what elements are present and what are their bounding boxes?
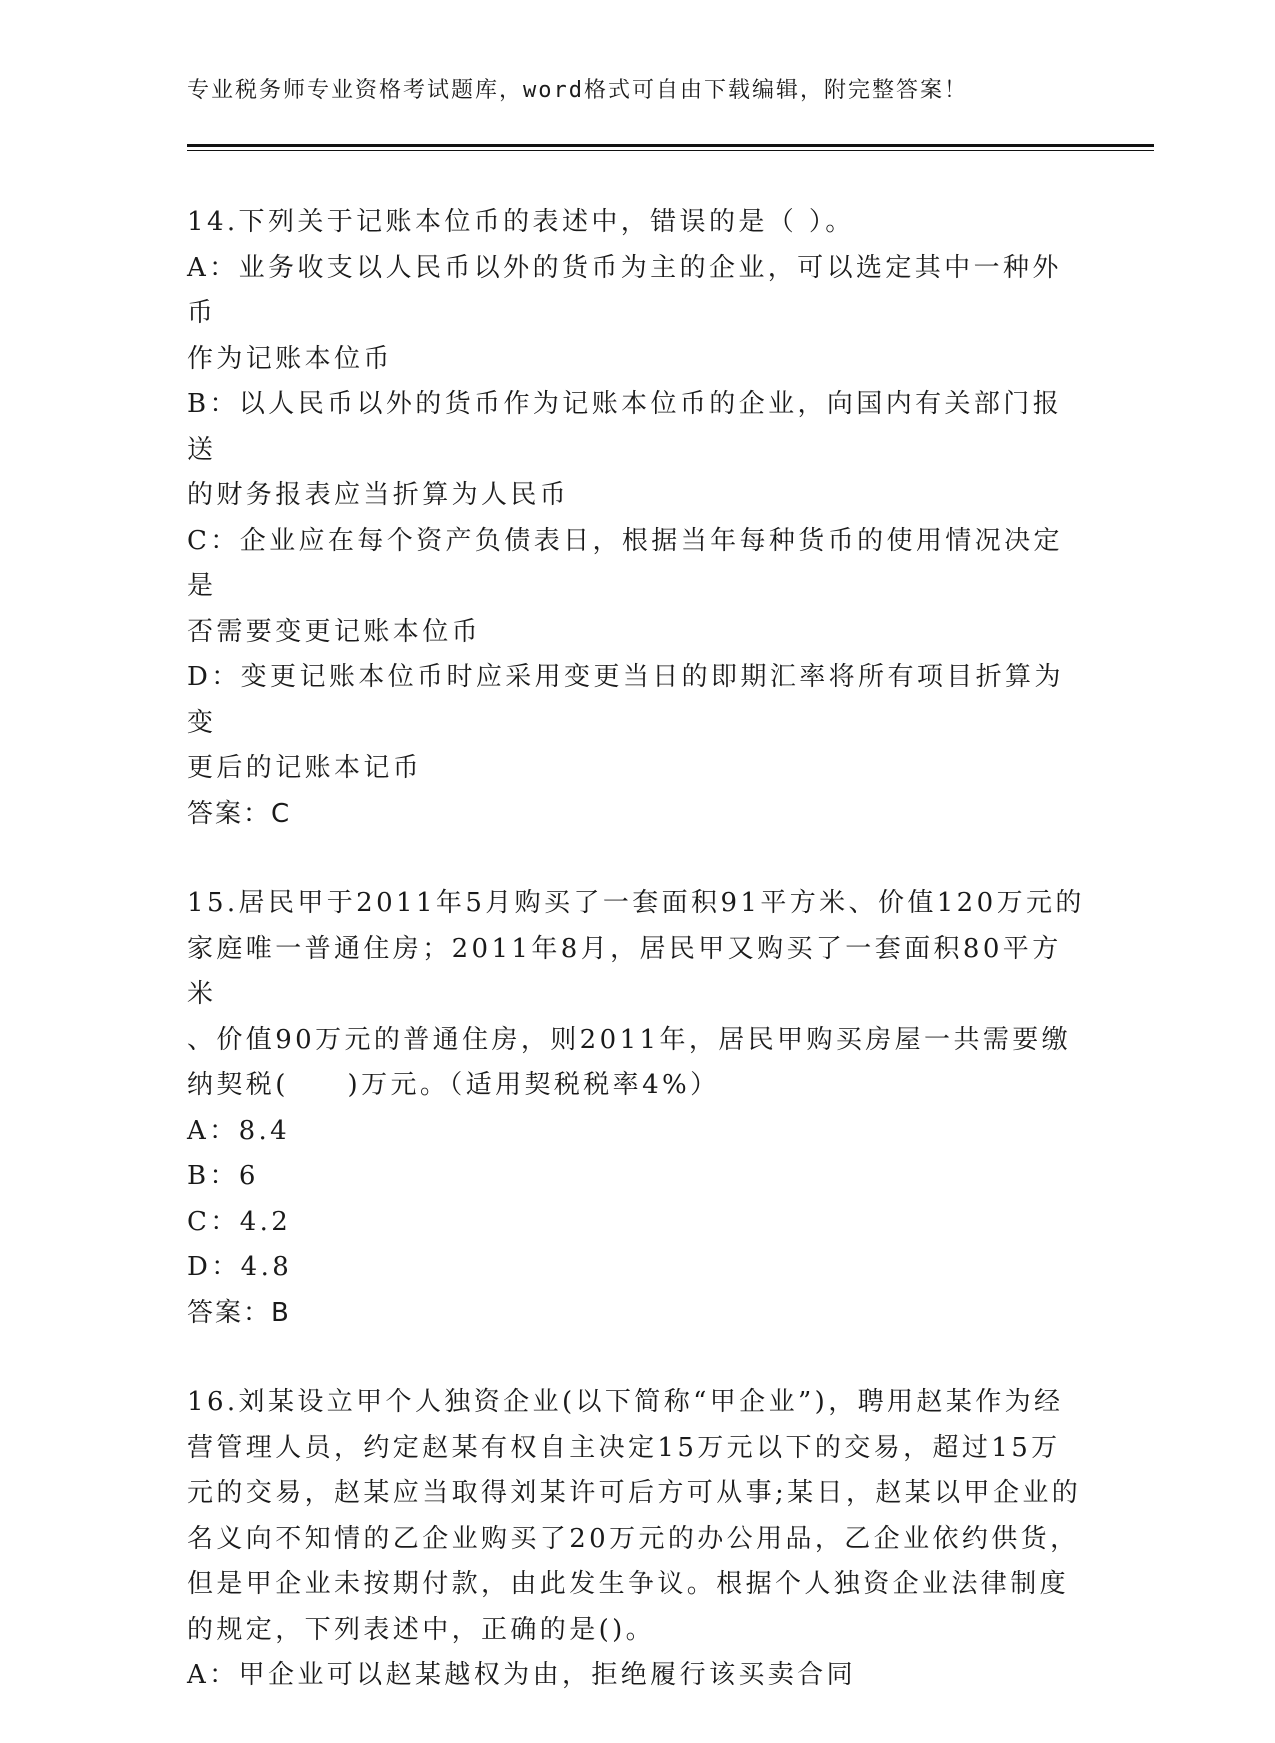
header-rule-thin — [187, 150, 1154, 151]
question-stem-line: 16.刘某设立甲个人独资企业(以下简称“甲企业”)，聘用赵某作为经 — [187, 1387, 1064, 1417]
question-stem-line: 15.居民甲于2011年5月购买了一套面积91平方米、价值120万元的 — [187, 888, 1085, 918]
question-15 — [187, 881, 1087, 1336]
option-a — [187, 246, 1087, 383]
option-b — [187, 382, 1087, 519]
answer-label: 答案：C — [187, 798, 292, 829]
option-a: A：8.4 — [187, 1115, 291, 1146]
option-line: B：以人民币以外的货币作为记账本位币的企业，向国内有关部门报送 — [187, 389, 1063, 465]
option-line: 更后的记账本记币 — [187, 753, 423, 783]
option-line: C：企业应在每个资产负债表日，根据当年每种货币的使用情况决定是 — [187, 525, 1063, 601]
question-stem-line: 但是甲企业未按期付款，由此发生争议。根据个人独资企业法律制度 — [187, 1569, 1070, 1599]
question-stem-line: 家庭唯一普通住房；2011年8月，居民甲又购买了一套面积80平方米 — [187, 933, 1062, 1009]
answer-label: 答案：B — [187, 1297, 291, 1328]
question-stem-line: 的规定，下列表述中，正确的是()。 — [187, 1614, 656, 1645]
option-line: 的财务报表应当折算为人民币 — [187, 480, 570, 510]
option-d — [187, 655, 1087, 792]
question-list — [187, 200, 1087, 1743]
question-stem: 14.下列关于记账本位币的表述中，错误的是（ ）。 — [187, 207, 855, 237]
question-stem-line: 元的交易，赵某应当取得刘某许可后方可从事;某日，赵某以甲企业的 — [187, 1478, 1082, 1508]
option-c: C：4.2 — [187, 1206, 292, 1237]
option-line: D：变更记账本位币时应采用变更当日的即期汇率将所有项目折算为变 — [187, 662, 1064, 738]
question-stem-line: 纳契税( )万元。（适用契税税率4%） — [187, 1070, 720, 1100]
header-rule-thick — [187, 144, 1154, 147]
option-d: D：4.8 — [187, 1252, 293, 1282]
question-stem-line: 、价值90万元的普通住房，则2011年，居民甲购买房屋一共需要缴 — [187, 1024, 1072, 1055]
option-b: B：6 — [187, 1161, 259, 1191]
question-stem-line: 营管理人员，约定赵某有权自主决定15万元以下的交易，超过15万 — [187, 1432, 1061, 1463]
page-header: 专业税务师专业资格考试题库，word格式可自由下载编辑，附完整答案！ — [187, 78, 968, 103]
option-a: A：甲企业可以赵某越权为由，拒绝履行该买卖合同 — [187, 1660, 856, 1690]
question-16 — [187, 1380, 1087, 1699]
option-line: 否需要变更记账本位币 — [187, 616, 482, 647]
option-line: A：业务收支以人民币以外的货币为主的企业，可以选定其中一种外币 — [187, 252, 1062, 328]
option-c — [187, 519, 1087, 656]
question-stem-line: 名义向不知情的乙企业购买了20万元的办公用品，乙企业依约供货， — [187, 1523, 1080, 1554]
option-line: 作为记账本位币 — [187, 343, 393, 374]
question-14 — [187, 200, 1087, 837]
